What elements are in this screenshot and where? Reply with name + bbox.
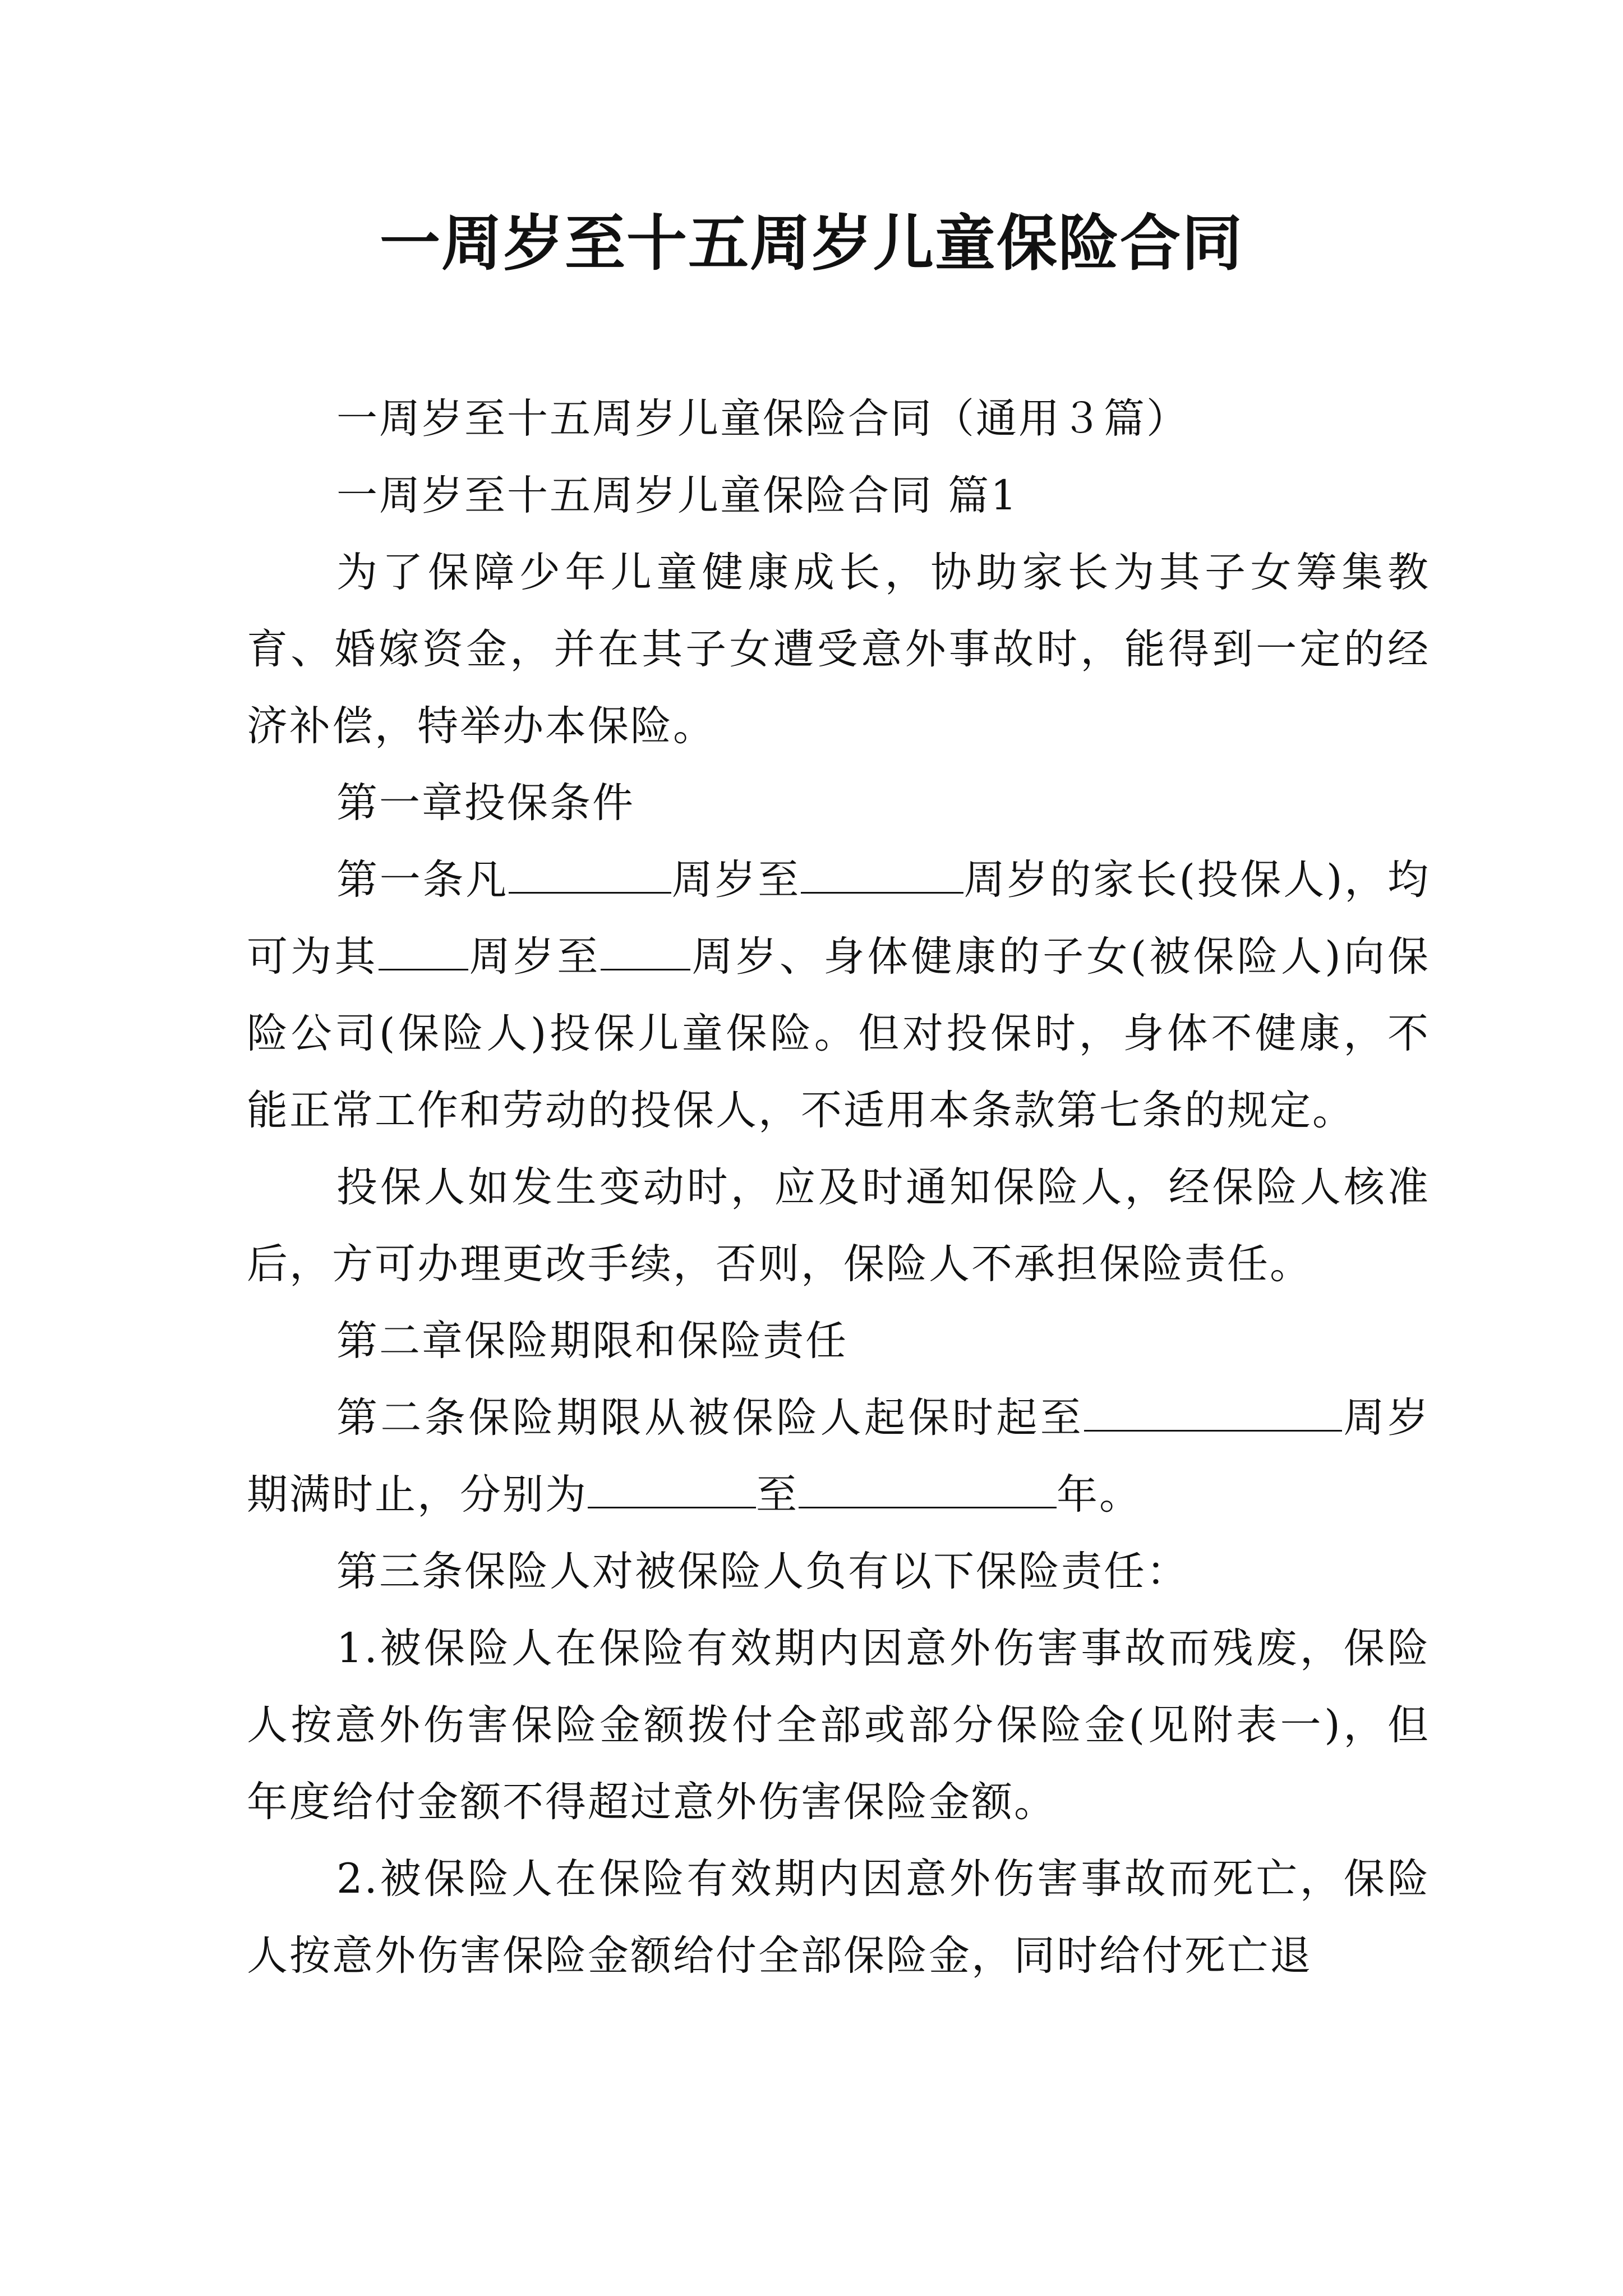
text-segment: 周岁至 xyxy=(468,933,601,981)
paragraph-article-1 xyxy=(247,841,1430,1149)
text-segment: 周岁至 xyxy=(671,856,801,904)
text-segment: 周岁、身体健康的子女(被保险人)向保险公司(保险人)投保儿童保险。但对投保时，身体不健康，不能正常工作和劳动的投保人，不适用本条款第七条的规定。 xyxy=(247,933,1431,1134)
paragraph-chapter-1: 第一章投保条件 xyxy=(336,779,635,827)
paragraph-article-2 xyxy=(247,1379,1430,1533)
blank-underline xyxy=(588,1472,756,1508)
text-segment: 第一条凡 xyxy=(336,856,509,904)
blank-underline xyxy=(801,857,963,894)
blank-underline xyxy=(509,857,671,894)
text-segment: 周岁期满时止，分别为 xyxy=(247,1394,1431,1519)
paragraph-purpose: 为了保障少年儿童健康成长，协助家长为其子女筹集教育、婚嫁资金，并在其子女遭受意外事故时，能得到一定的经济补偿，特举办本保险。 xyxy=(247,549,1430,750)
paragraph-article-3: 第三条保险人对被保险人负有以下保险责任： xyxy=(336,1548,1189,1595)
text-segment: 年。 xyxy=(1057,1471,1142,1519)
blank-underline xyxy=(799,1472,1057,1508)
document-body xyxy=(247,380,1430,1994)
document-title: 一周岁至十五周岁儿童保险合同 xyxy=(379,209,1243,279)
text-segment: 第二条保险期限从被保险人起保时起至 xyxy=(336,1394,1085,1442)
paragraph-clause-1: 1.被保险人在保险有效期内因意外伤害事故而残废，保险人按意外伤害保险金额拨付全部或部分保险金(见附表一)，但年度给付金额不得超过意外伤害保险金额。 xyxy=(247,1625,1430,1826)
blank-underline xyxy=(601,934,690,970)
blank-underline xyxy=(1084,1395,1342,1432)
paragraph-subtitle: 一周岁至十五周岁儿童保险合同（通用３篇） xyxy=(336,395,1189,443)
paragraph-chapter-2: 第二章保险期限和保险责任 xyxy=(336,1317,848,1365)
text-segment: 至 xyxy=(756,1471,799,1519)
paragraph-section-heading: 一周岁至十五周岁儿童保险合同 篇1 xyxy=(336,472,1018,519)
paragraph-clause-2: 2.被保险人在保险有效期内因意外伤害事故而死亡，保险人按意外伤害保险金额给付全部保险金，同时给付死亡退 xyxy=(247,1855,1430,1980)
text-segment: 周岁的家长(投保人)，均可为其 xyxy=(247,856,1431,981)
blank-underline xyxy=(379,934,468,970)
paragraph-change-notice: 投保人如发生变动时，应及时通知保险人，经保险人核准后，方可办理更改手续，否则，保险人不承担保险责任。 xyxy=(247,1163,1430,1288)
